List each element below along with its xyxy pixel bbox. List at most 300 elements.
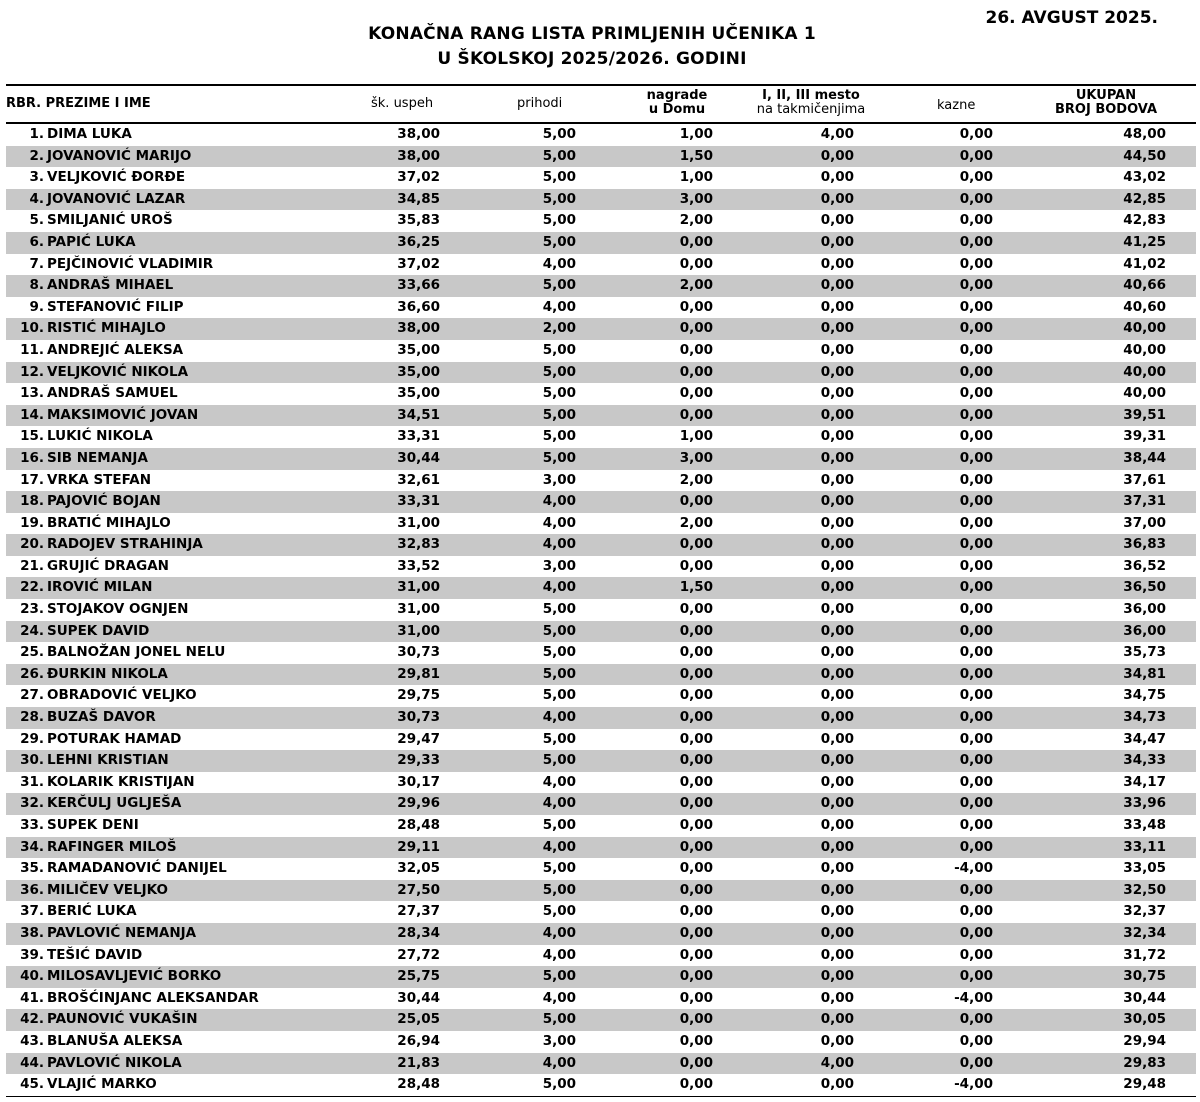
cell-uspeh: 25,75 — [397, 968, 440, 985]
cell-mesto: 0,00 — [820, 190, 854, 207]
cell-kazne: -4,00 — [954, 989, 993, 1006]
cell-uspeh: 33,66 — [397, 277, 440, 294]
cell-prihodi: 5,00 — [542, 126, 576, 142]
table-row — [6, 124, 1196, 146]
cell-mesto: 0,00 — [820, 169, 854, 186]
cell-nagrade: 0,00 — [679, 557, 713, 574]
cell-mesto: 0,00 — [820, 255, 854, 272]
cell-prihodi: 4,00 — [542, 298, 576, 315]
cell-rank: 5. — [29, 212, 44, 229]
cell-ukupno: 33,11 — [1123, 838, 1166, 855]
cell-rank: 16. — [20, 449, 44, 466]
cell-kazne: 0,00 — [959, 233, 993, 250]
cell-mesto: 0,00 — [820, 968, 854, 985]
cell-prihodi: 5,00 — [542, 385, 576, 402]
cell-nagrade: 0,00 — [679, 752, 713, 769]
cell-prihodi: 5,00 — [542, 665, 576, 682]
cell-rank: 23. — [20, 601, 44, 618]
cell-ukupno: 34,81 — [1123, 665, 1166, 682]
cell-kazne: 0,00 — [959, 752, 993, 769]
cell-ukupno: 40,00 — [1123, 341, 1166, 358]
table-row — [6, 362, 1196, 384]
table-row — [6, 534, 1196, 556]
table-row — [6, 232, 1196, 254]
cell-rank: 10. — [20, 320, 44, 337]
table-row — [6, 621, 1196, 643]
cell-ukupno: 40,00 — [1123, 363, 1166, 380]
cell-uspeh: 30,73 — [397, 644, 440, 661]
header-prihodi: prihodi — [517, 96, 563, 111]
cell-name: IROVIĆ MILAN — [47, 579, 153, 596]
cell-name: TEŠIĆ DAVID — [47, 946, 143, 963]
cell-kazne: 0,00 — [959, 363, 993, 380]
cell-kazne: 0,00 — [959, 687, 993, 704]
cell-kazne: 0,00 — [959, 881, 993, 898]
header-mesto-line-1: I, II, III mesto — [762, 88, 860, 103]
cell-name: PEJČINOVIĆ VLADIMIR — [47, 255, 214, 272]
table-row — [6, 901, 1196, 923]
cell-kazne: 0,00 — [959, 406, 993, 423]
cell-name: ANDRAŠ SAMUEL — [47, 385, 178, 402]
cell-rank: 43. — [20, 1032, 44, 1049]
cell-rank: 8. — [29, 277, 44, 294]
cell-name: VLAJIĆ MARKO — [47, 1076, 157, 1093]
cell-nagrade: 0,00 — [679, 773, 713, 790]
table-row — [6, 556, 1196, 578]
cell-ukupno: 39,31 — [1123, 428, 1166, 445]
table-row — [6, 923, 1196, 945]
cell-rank: 28. — [20, 709, 44, 726]
cell-mesto: 0,00 — [820, 773, 854, 790]
cell-uspeh: 29,47 — [397, 730, 440, 747]
cell-rank: 45. — [20, 1076, 44, 1093]
table-row — [6, 210, 1196, 232]
table-row — [6, 945, 1196, 967]
header-kazne: kazne — [937, 98, 976, 113]
table-row — [6, 793, 1196, 815]
cell-ukupno: 37,31 — [1123, 493, 1166, 510]
cell-rank: 29. — [20, 730, 44, 747]
cell-prihodi: 5,00 — [542, 363, 576, 380]
cell-prihodi: 4,00 — [542, 773, 576, 790]
table-row — [6, 405, 1196, 427]
document-title-line-1: KONAČNA RANG LISTA PRIMLJENIH UČENIKA 1 — [368, 24, 816, 44]
cell-ukupno: 34,75 — [1123, 687, 1166, 704]
cell-ukupno: 48,00 — [1123, 126, 1166, 142]
cell-mesto: 0,00 — [820, 838, 854, 855]
cell-uspeh: 30,44 — [397, 449, 440, 466]
cell-kazne: 0,00 — [959, 471, 993, 488]
cell-name: DIMA LUKA — [47, 126, 132, 142]
table-row — [6, 426, 1196, 448]
header-nagrade — [632, 89, 722, 117]
cell-kazne: 0,00 — [959, 449, 993, 466]
cell-nagrade: 1,00 — [679, 428, 713, 445]
cell-nagrade: 0,00 — [679, 644, 713, 661]
cell-ukupno: 36,00 — [1123, 601, 1166, 618]
cell-name: RAMADANOVIĆ DANIJEL — [47, 860, 227, 877]
cell-rank: 7. — [29, 255, 44, 272]
cell-name: VELJKOVIĆ NIKOLA — [47, 363, 189, 380]
cell-kazne: 0,00 — [959, 773, 993, 790]
cell-rank: 44. — [20, 1054, 44, 1071]
cell-rank: 15. — [20, 428, 44, 445]
cell-uspeh: 33,31 — [397, 428, 440, 445]
cell-mesto: 0,00 — [820, 1076, 854, 1093]
cell-uspeh: 31,00 — [397, 579, 440, 596]
cell-prihodi: 5,00 — [542, 190, 576, 207]
cell-nagrade: 0,00 — [679, 406, 713, 423]
cell-kazne: 0,00 — [959, 190, 993, 207]
cell-uspeh: 29,33 — [397, 752, 440, 769]
cell-ukupno: 29,48 — [1123, 1076, 1166, 1093]
cell-rank: 6. — [29, 233, 44, 250]
cell-name: BLANUŠA ALEKSA — [47, 1032, 183, 1049]
cell-uspeh: 37,02 — [397, 169, 440, 186]
cell-prihodi: 5,00 — [542, 406, 576, 423]
cell-uspeh: 27,50 — [397, 881, 440, 898]
cell-nagrade: 3,00 — [679, 449, 713, 466]
cell-name: BALNOŽAN JONEL NELU — [47, 644, 226, 661]
cell-mesto: 0,00 — [820, 860, 854, 877]
cell-kazne: 0,00 — [959, 320, 993, 337]
cell-rank: 12. — [20, 363, 44, 380]
cell-ukupno: 40,66 — [1123, 277, 1166, 294]
cell-mesto: 4,00 — [820, 1054, 854, 1071]
cell-ukupno: 36,00 — [1123, 622, 1166, 639]
cell-mesto: 0,00 — [820, 924, 854, 941]
cell-name: LEHNI KRISTIAN — [47, 752, 169, 769]
cell-nagrade: 1,50 — [679, 579, 713, 596]
cell-ukupno: 33,48 — [1123, 817, 1166, 833]
cell-nagrade: 2,00 — [679, 471, 713, 488]
cell-ukupno: 34,17 — [1123, 773, 1166, 790]
cell-uspeh: 38,00 — [397, 126, 440, 142]
cell-kazne: 0,00 — [959, 1054, 993, 1071]
cell-prihodi: 4,00 — [542, 838, 576, 855]
table-row — [6, 664, 1196, 686]
cell-name: ANDREJIĆ ALEKSA — [47, 341, 184, 358]
header-ukupan — [1036, 89, 1176, 117]
cell-nagrade: 0,00 — [679, 665, 713, 682]
cell-rank: 21. — [20, 557, 44, 574]
table-row — [6, 254, 1196, 276]
cell-name: RADOJEV STRAHINJA — [47, 536, 203, 553]
cell-mesto: 0,00 — [820, 795, 854, 812]
cell-mesto: 0,00 — [820, 903, 854, 920]
cell-mesto: 0,00 — [820, 277, 854, 294]
cell-nagrade: 0,00 — [679, 363, 713, 380]
cell-rank: 33. — [20, 817, 44, 833]
cell-kazne: 0,00 — [959, 493, 993, 510]
cell-uspeh: 34,51 — [397, 406, 440, 423]
cell-mesto: 0,00 — [820, 1011, 854, 1028]
cell-rank: 2. — [29, 147, 44, 164]
cell-mesto: 0,00 — [820, 579, 854, 596]
cell-mesto: 0,00 — [820, 363, 854, 380]
header-uspeh: šk. uspeh — [371, 96, 434, 111]
table-row — [6, 707, 1196, 729]
cell-rank: 9. — [29, 298, 44, 315]
cell-ukupno: 37,00 — [1123, 514, 1166, 531]
cell-name: RISTIĆ MIHAJLO — [47, 320, 166, 337]
cell-ukupno: 32,50 — [1123, 881, 1166, 898]
cell-rank: 32. — [20, 795, 44, 812]
table-row — [6, 880, 1196, 902]
cell-uspeh: 32,83 — [397, 536, 440, 553]
cell-prihodi: 5,00 — [542, 881, 576, 898]
table-row — [6, 1074, 1196, 1096]
cell-nagrade: 0,00 — [679, 1011, 713, 1028]
cell-prihodi: 5,00 — [542, 147, 576, 164]
cell-kazne: -4,00 — [954, 1076, 993, 1093]
cell-nagrade: 0,00 — [679, 493, 713, 510]
cell-prihodi: 5,00 — [542, 212, 576, 229]
cell-nagrade: 0,00 — [679, 881, 713, 898]
cell-mesto: 0,00 — [820, 1032, 854, 1049]
cell-rank: 14. — [20, 406, 44, 423]
cell-nagrade: 0,00 — [679, 709, 713, 726]
table-row — [6, 275, 1196, 297]
cell-uspeh: 29,96 — [397, 795, 440, 812]
cell-prihodi: 4,00 — [542, 946, 576, 963]
cell-uspeh: 30,73 — [397, 709, 440, 726]
cell-ukupno: 34,47 — [1123, 730, 1166, 747]
cell-mesto: 0,00 — [820, 989, 854, 1006]
cell-ukupno: 40,00 — [1123, 320, 1166, 337]
table-row — [6, 599, 1196, 621]
document-title-line-2: U ŠKOLSKOJ 2025/2026. GODINI — [437, 49, 747, 69]
cell-nagrade: 0,00 — [679, 1054, 713, 1071]
cell-mesto: 0,00 — [820, 709, 854, 726]
cell-ukupno: 30,75 — [1123, 968, 1166, 985]
cell-rank: 35. — [20, 860, 44, 877]
cell-kazne: 0,00 — [959, 298, 993, 315]
cell-ukupno: 34,73 — [1123, 709, 1166, 726]
cell-rank: 39. — [20, 946, 44, 963]
cell-ukupno: 40,60 — [1123, 298, 1166, 315]
cell-prihodi: 5,00 — [542, 903, 576, 920]
cell-name: SUPEK DAVID — [47, 622, 150, 639]
table-row — [6, 685, 1196, 707]
table-row — [6, 1009, 1196, 1031]
cell-nagrade: 0,00 — [679, 795, 713, 812]
cell-rank: 17. — [20, 471, 44, 488]
cell-nagrade: 2,00 — [679, 212, 713, 229]
header-nagrade-line-2: u Domu — [648, 102, 706, 117]
cell-name: SMILJANIĆ UROŠ — [47, 212, 173, 229]
cell-kazne: 0,00 — [959, 665, 993, 682]
cell-ukupno: 30,05 — [1123, 1011, 1166, 1028]
table-row — [6, 448, 1196, 470]
cell-prihodi: 5,00 — [542, 277, 576, 294]
cell-uspeh: 27,37 — [397, 903, 440, 920]
cell-uspeh: 34,85 — [397, 190, 440, 207]
cell-prihodi: 5,00 — [542, 1076, 576, 1093]
cell-ukupno: 36,50 — [1123, 579, 1166, 596]
cell-rank: 1. — [29, 126, 44, 142]
cell-kazne: 0,00 — [959, 255, 993, 272]
table-row — [6, 750, 1196, 772]
cell-uspeh: 29,81 — [397, 665, 440, 682]
table-row — [6, 146, 1196, 168]
cell-mesto: 0,00 — [820, 730, 854, 747]
cell-ukupno: 34,33 — [1123, 752, 1166, 769]
cell-ukupno: 32,37 — [1123, 903, 1166, 920]
cell-kazne: 0,00 — [959, 341, 993, 358]
cell-name: JOVANOVIĆ LAZAR — [47, 190, 186, 207]
cell-ukupno: 41,25 — [1123, 233, 1166, 250]
header-rbr-name: RBR. PREZIME I IME — [6, 96, 151, 111]
cell-nagrade: 1,00 — [679, 126, 713, 142]
table-row — [6, 297, 1196, 319]
table-row — [6, 729, 1196, 751]
cell-prihodi: 4,00 — [542, 1054, 576, 1071]
cell-prihodi: 4,00 — [542, 989, 576, 1006]
cell-uspeh: 30,44 — [397, 989, 440, 1006]
cell-kazne: 0,00 — [959, 795, 993, 812]
cell-nagrade: 0,00 — [679, 860, 713, 877]
cell-prihodi: 4,00 — [542, 255, 576, 272]
cell-nagrade: 0,00 — [679, 838, 713, 855]
cell-prihodi: 4,00 — [542, 514, 576, 531]
cell-nagrade: 1,00 — [679, 169, 713, 186]
cell-mesto: 0,00 — [820, 601, 854, 618]
cell-mesto: 0,00 — [820, 147, 854, 164]
cell-nagrade: 0,00 — [679, 924, 713, 941]
cell-kazne: 0,00 — [959, 536, 993, 553]
cell-prihodi: 5,00 — [542, 233, 576, 250]
cell-name: PAUNOVIĆ VUKAŠIN — [47, 1011, 198, 1028]
cell-mesto: 0,00 — [820, 665, 854, 682]
cell-prihodi: 5,00 — [542, 428, 576, 445]
cell-mesto: 0,00 — [820, 298, 854, 315]
cell-uspeh: 35,00 — [397, 363, 440, 380]
header-nagrade-line-1: nagrade — [646, 88, 708, 103]
cell-rank: 26. — [20, 665, 44, 682]
cell-ukupno: 29,94 — [1123, 1032, 1166, 1049]
cell-name: PAJOVIĆ BOJAN — [47, 493, 161, 510]
cell-name: BERIĆ LUKA — [47, 903, 137, 920]
cell-uspeh: 27,72 — [397, 946, 440, 963]
cell-rank: 31. — [20, 773, 44, 790]
table-row — [6, 966, 1196, 988]
cell-uspeh: 31,00 — [397, 601, 440, 618]
cell-name: MAKSIMOVIĆ JOVAN — [47, 406, 199, 423]
header-ukupan-line-1: UKUPAN — [1075, 88, 1137, 103]
cell-rank: 42. — [20, 1011, 44, 1028]
cell-prihodi: 5,00 — [542, 730, 576, 747]
cell-uspeh: 32,61 — [397, 471, 440, 488]
cell-kazne: 0,00 — [959, 428, 993, 445]
cell-rank: 41. — [20, 989, 44, 1006]
cell-nagrade: 0,00 — [679, 622, 713, 639]
cell-rank: 20. — [20, 536, 44, 553]
cell-kazne: 0,00 — [959, 277, 993, 294]
cell-uspeh: 29,75 — [397, 687, 440, 704]
cell-prihodi: 5,00 — [542, 449, 576, 466]
cell-kazne: 0,00 — [959, 126, 993, 142]
cell-kazne: 0,00 — [959, 838, 993, 855]
cell-name: ĐURKIN NIKOLA — [47, 665, 168, 682]
cell-nagrade: 0,00 — [679, 298, 713, 315]
cell-nagrade: 0,00 — [679, 233, 713, 250]
cell-rank: 38. — [20, 924, 44, 941]
cell-ukupno: 30,44 — [1123, 989, 1166, 1006]
cell-name: PAPIĆ LUKA — [47, 233, 136, 250]
cell-rank: 13. — [20, 385, 44, 402]
cell-kazne: 0,00 — [959, 644, 993, 661]
cell-prihodi: 3,00 — [542, 557, 576, 574]
cell-mesto: 0,00 — [820, 449, 854, 466]
cell-uspeh: 28,34 — [397, 924, 440, 941]
cell-nagrade: 0,00 — [679, 1032, 713, 1049]
cell-prihodi: 3,00 — [542, 471, 576, 488]
cell-nagrade: 0,00 — [679, 255, 713, 272]
cell-mesto: 0,00 — [820, 687, 854, 704]
cell-mesto: 0,00 — [820, 536, 854, 553]
cell-kazne: 0,00 — [959, 1032, 993, 1049]
cell-mesto: 0,00 — [820, 341, 854, 358]
table-row — [6, 858, 1196, 880]
table-row — [6, 383, 1196, 405]
cell-uspeh: 35,83 — [397, 212, 440, 229]
cell-name: STOJAKOV OGNJEN — [47, 601, 189, 618]
cell-prihodi: 5,00 — [542, 622, 576, 639]
table-row — [6, 988, 1196, 1010]
cell-prihodi: 4,00 — [542, 795, 576, 812]
cell-name: BROŠĆINJANC ALEKSANDAR — [47, 989, 259, 1006]
cell-ukupno: 32,34 — [1123, 924, 1166, 941]
cell-rank: 18. — [20, 493, 44, 510]
cell-rank: 11. — [20, 341, 44, 358]
cell-uspeh: 25,05 — [397, 1011, 440, 1028]
cell-uspeh: 32,05 — [397, 860, 440, 877]
cell-prihodi: 2,00 — [542, 320, 576, 337]
cell-kazne: 0,00 — [959, 924, 993, 941]
cell-uspeh: 33,31 — [397, 493, 440, 510]
cell-kazne: 0,00 — [959, 601, 993, 618]
cell-prihodi: 5,00 — [542, 644, 576, 661]
cell-mesto: 0,00 — [820, 406, 854, 423]
cell-name: KOLARIK KRISTIJAN — [47, 773, 195, 790]
cell-kazne: 0,00 — [959, 817, 993, 833]
table-row — [6, 577, 1196, 599]
cell-name: MILOSAVLJEVIĆ BORKO — [47, 968, 222, 985]
cell-nagrade: 2,00 — [679, 514, 713, 531]
cell-ukupno: 42,85 — [1123, 190, 1166, 207]
cell-uspeh: 29,11 — [397, 838, 440, 855]
cell-kazne: 0,00 — [959, 147, 993, 164]
cell-uspeh: 30,17 — [397, 773, 440, 790]
cell-name: VRKA STEFAN — [47, 471, 152, 488]
cell-nagrade: 0,00 — [679, 730, 713, 747]
cell-nagrade: 2,00 — [679, 277, 713, 294]
cell-name: ANDRAŠ MIHAEL — [47, 277, 174, 294]
cell-kazne: 0,00 — [959, 709, 993, 726]
cell-prihodi: 4,00 — [542, 579, 576, 596]
document-date: 26. AVGUST 2025. — [985, 8, 1158, 28]
table-row — [6, 470, 1196, 492]
cell-name: JOVANOVIĆ MARIJO — [47, 147, 192, 164]
cell-rank: 36. — [20, 881, 44, 898]
cell-rank: 3. — [29, 169, 44, 186]
cell-mesto: 0,00 — [820, 752, 854, 769]
cell-uspeh: 37,02 — [397, 255, 440, 272]
table-body — [6, 124, 1196, 1096]
cell-kazne: 0,00 — [959, 169, 993, 186]
cell-nagrade: 0,00 — [679, 536, 713, 553]
